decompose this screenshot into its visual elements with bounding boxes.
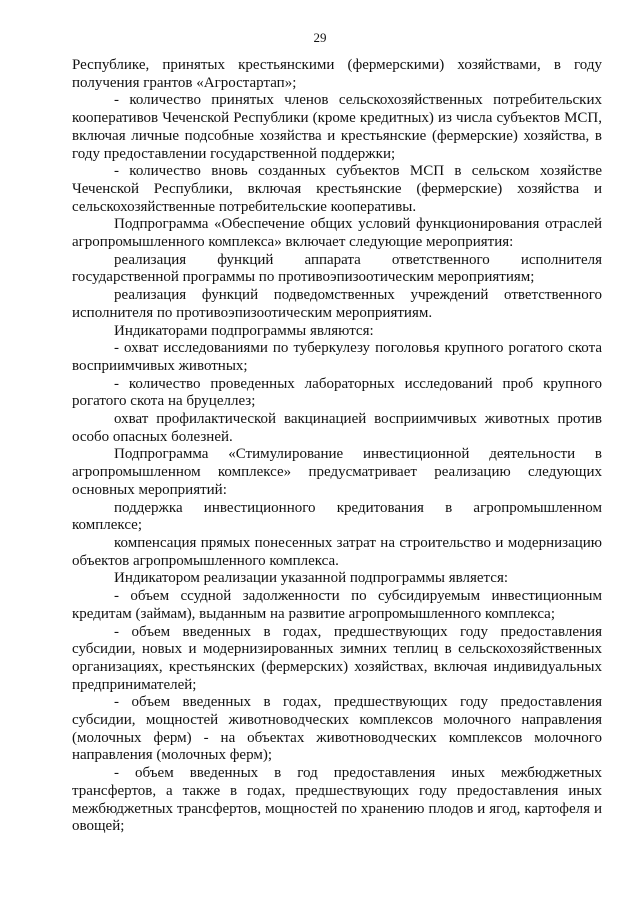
paragraph-13: компенсация прямых понесенных затрат на строительство и модернизацию объектов агропромышленного комплекса. [72,534,602,569]
paragraph-15: - объем ссудной задолженности по субсидируемым инвестиционным кредитам (займам), выданным на развитие агропромышленного комплекса; [72,588,602,622]
paragraph-14: Индикатором реализации указанной подпрограммы является: [114,570,509,587]
paragraph-6: реализация функций подведомственных учреждений ответственного исполнителя по противоэпизоотическим мероприятиям. [72,287,602,321]
paragraph-17: - объем введенных в годах, предшествующих году предоставления субсидии, мощностей животноводческих комплексов молочного направления (молочных ферм) - на объектах животноводческих комплексов молочного направления (молочных ферм); [72,694,602,764]
page-number: 29 [313,30,327,45]
paragraph-16: - объем введенных в годах, предшествующих году предоставления субсидии, новых и модернизированных зимних теплиц в сельскохозяйственных организациях, крестьянских (фермерских) хозяйствах, включая индивидуальных предпринимателей; [72,623,602,693]
paragraph-1: Республике, принятых крестьянскими (фермерскими) хозяйствами, в году получения грантов «Агростартап»; [72,57,602,91]
paragraph-12: поддержка инвестиционного кредитования в агропромышленном комплексе; [72,499,602,534]
paragraph-7: Индикаторами подпрограммы являются: [114,322,374,339]
paragraph-3: - количество вновь созданных субъектов МСП в сельском хозяйстве Чеченской Республики, включая крестьянские (фермерские) хозяйства и сельскохозяйственные потребительские кооперативы. [72,163,602,215]
paragraph-11: Подпрограмма «Стимулирование инвестиционной деятельности в агропромышленном комплексе» предусматривает реализацию следующих основных мероприятий: [72,446,602,498]
document-body [72,57,602,836]
paragraph-9: - количество проведенных лабораторных исследований проб крупного рогатого скота на бруцеллез; [72,375,602,410]
paragraph-10: охват профилактической вакцинацией восприимчивых животных против особо опасных болезней. [72,411,602,445]
paragraph-18: - объем введенных в год предоставления иных межбюджетных трансфертов, а также в годах, предшествующих году предоставления иных межбюджетных трансфертов, мощностей по хранению плодов и ягод, картофеля и овощей; [72,765,602,835]
paragraph-4: Подпрограмма «Обеспечение общих условий функционирования отраслей агропромышленного комплекса» включает следующие мероприятия: [72,216,602,251]
paragraph-5: реализация функций аппарата ответственного исполнителя государственной программы по противоэпизоотическим мероприятиям; [72,251,602,286]
paragraph-2: - количество принятых членов сельскохозяйственных потребительских кооперативов Чеченской Республики (кроме кредитных) из числа субъектов МСП, включая личные подсобные хозяйства и крестьянские (фермерские) хозяйства, в году предоставлении государственной поддержки; [72,92,602,162]
paragraph-8: - охват исследованиями по туберкулезу поголовья крупного рогатого скота восприимчивых животных; [72,340,602,374]
